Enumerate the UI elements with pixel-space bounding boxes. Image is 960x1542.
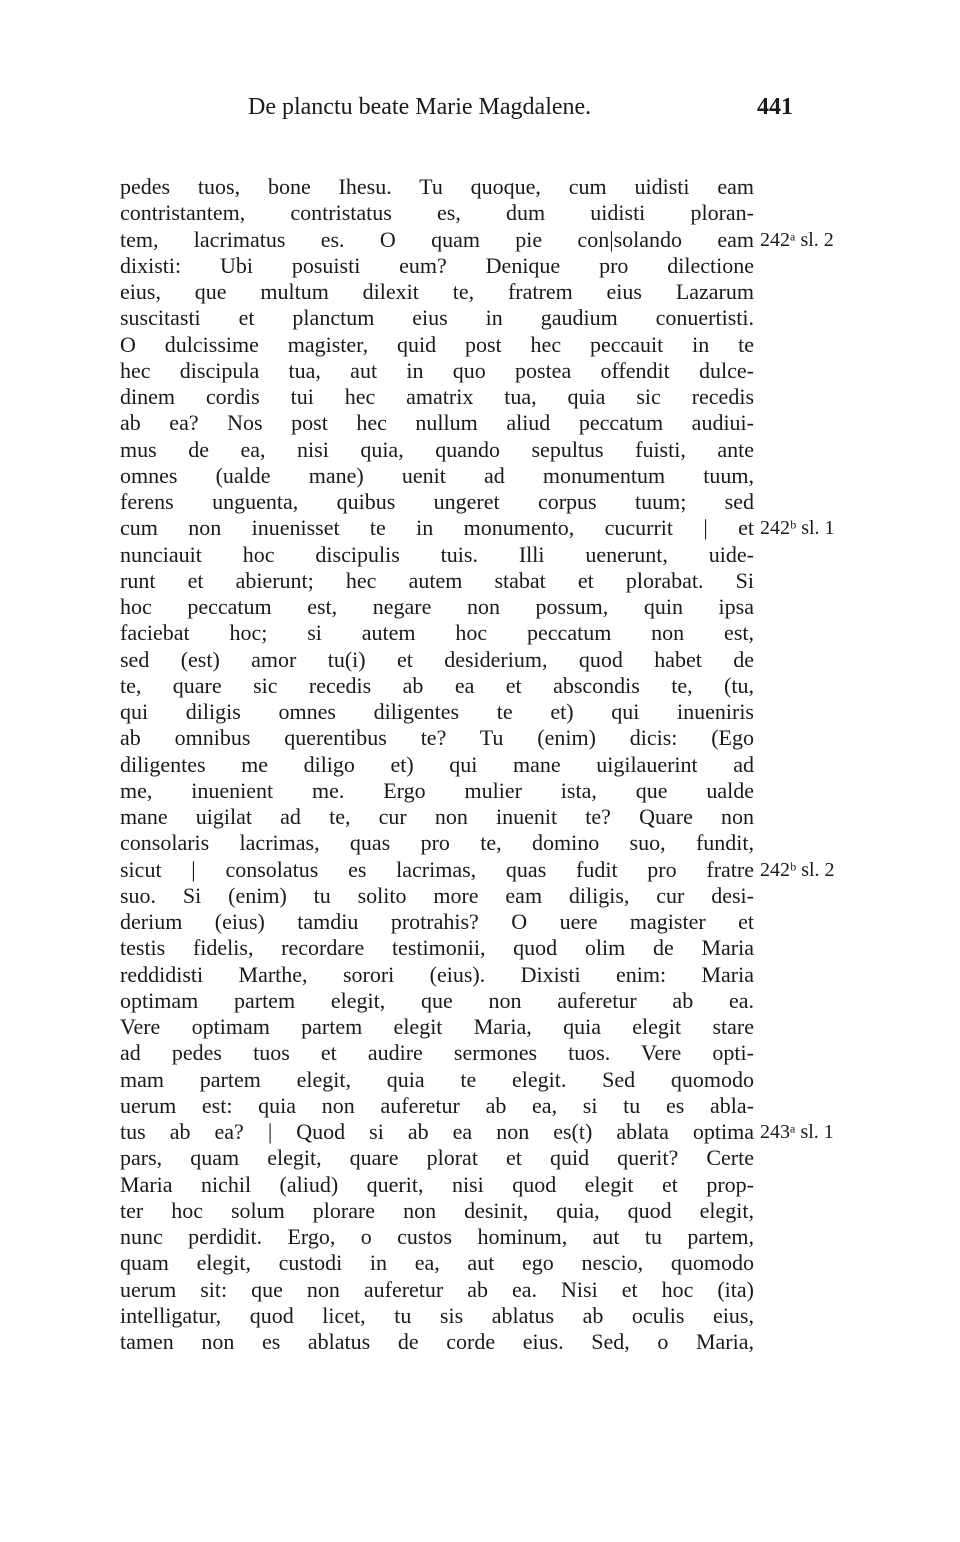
text-line: diligentes me diligo et) qui mane uigilauerint ad (120, 751, 754, 777)
text-line: me, inuenient me. Ergo mulier ista, que ualde (120, 777, 754, 803)
text-line: nunciauit hoc discipulis tuis. Illi uenerunt, uide- (120, 541, 754, 567)
text-line: reddidisti Marthe, sorori (eius). Dixisti enim: Maria (120, 961, 754, 987)
running-title: De planctu beate Marie Magdalene. (248, 94, 592, 120)
text-line: uerum est: quia non auferetur ab ea, si tu es abla- (120, 1092, 754, 1118)
margin-note: 242ᵃ sl. 2 (760, 228, 834, 251)
text-line: mus de ea, nisi quia, quando sepultus fuisti, ante (120, 436, 754, 462)
text-line: uerum sit: que non auferetur ab ea. Nisi et hoc (ita) (120, 1276, 754, 1302)
text-line: O dulcissime magister, quid post hec peccauit in te (120, 331, 754, 357)
text-line: derium (eius) tamdiu protrahis? O uere magister et (120, 909, 754, 934)
margin-note: 243ᵃ sl. 1 (760, 1121, 834, 1143)
text-line: ad pedes tuos et audire sermones tuos. Vere opti- (120, 1040, 754, 1066)
text-line: omnes (ualde mane) uenit ad monumentum tuum, (120, 462, 754, 488)
text-line: pars, quam elegit, quare plorat et quid querit? Certe (120, 1145, 754, 1171)
text-line: eius, que multum dilexit te, fratrem eius Lazarum (120, 279, 754, 304)
text-line: runt et abierunt; hec autem stabat et plorabat. Si (120, 567, 754, 593)
text-line: intelligatur, quod licet, tu sis ablatus ab oculis eius, (120, 1302, 754, 1328)
page-number: 441 (757, 94, 793, 120)
margin-note: 242ᵇ sl. 1 (760, 517, 835, 540)
text-line: tem, lacrimatus es. O quam pie con|solando eam (120, 226, 754, 252)
text-line: Maria nichil (aliud) querit, nisi quod elegit et prop- (120, 1171, 754, 1197)
text-line: tus ab ea? | Quod si ab ea non es(t) ablata optima (120, 1119, 754, 1144)
text-line: optimam partem elegit, que non auferetur ab ea. (120, 987, 754, 1013)
text-line: ab ea? Nos post hec nullum aliud peccatum audiui- (120, 410, 754, 436)
body-text (120, 174, 754, 1355)
text-line: testis fidelis, recordare testimonii, quod olim de Maria (120, 935, 754, 961)
text-line: sed (est) amor tu(i) et desiderium, quod habet de (120, 646, 754, 672)
text-line: nunc perdidit. Ergo, o custos hominum, aut tu partem, (120, 1224, 754, 1249)
text-line: te, quare sic recedis ab ea et abscondis te, (tu, (120, 672, 754, 698)
text-line: consolaris lacrimas, quas pro te, domino suo, fundit, (120, 830, 754, 856)
text-line: sicut | consolatus es lacrimas, quas fudit pro fratre (120, 856, 754, 882)
text-line: tamen non es ablatus de corde eius. Sed, o Maria, (120, 1329, 754, 1354)
text-line: ab omnibus querentibus te? Tu (enim) dicis: (Ego (120, 725, 754, 751)
text-line: ter hoc solum plorare non desinit, quia, quod elegit, (120, 1197, 754, 1223)
text-line: dixisti: Ubi posuisti eum? Denique pro dilectione (120, 252, 754, 278)
page-header (248, 90, 793, 124)
text-line: mane uigilat ad te, cur non inuenit te? Quare non (120, 804, 754, 829)
text-line: hoc peccatum est, negare non possum, quin ipsa (120, 594, 754, 619)
text-line: hec discipula tua, aut in quo postea offendit dulce- (120, 357, 754, 383)
text-line: cum non inuenisset te in monumento, cucurrit | et (120, 515, 754, 541)
text-line: faciebat hoc; si autem hoc peccatum non est, (120, 620, 754, 646)
text-line: suo. Si (enim) tu solito more eam diligis, cur desi- (120, 882, 754, 908)
margin-note: 242ᵇ sl. 2 (760, 858, 835, 881)
text-line: dinem cordis tui hec amatrix tua, quia sic recedis (120, 384, 754, 409)
text-line: contristantem, contristatus es, dum uidisti ploran- (120, 200, 754, 226)
text-line: qui diligis omnes diligentes te et) qui inueniris (120, 699, 754, 724)
text-line: Vere optimam partem elegit Maria, quia elegit stare (120, 1014, 754, 1039)
text-line: quam elegit, custodi in ea, aut ego nescio, quomodo (120, 1250, 754, 1276)
text-line: ferens unguenta, quibus ungeret corpus tuum; sed (120, 489, 754, 514)
text-line: pedes tuos, bone Ihesu. Tu quoque, cum uidisti eam (120, 174, 754, 199)
text-line: suscitasti et planctum eius in gaudium conuertisti. (120, 305, 754, 331)
text-line: mam partem elegit, quia te elegit. Sed quomodo (120, 1066, 754, 1092)
